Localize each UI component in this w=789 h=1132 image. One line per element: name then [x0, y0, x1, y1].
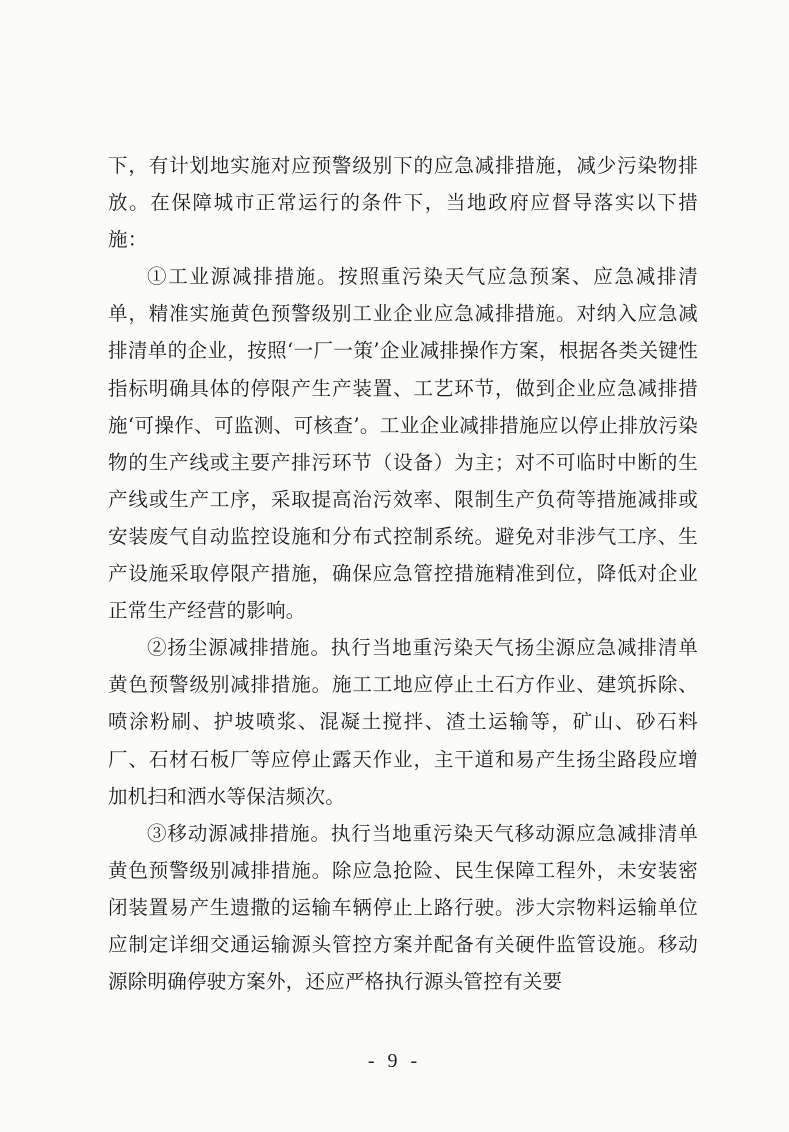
paragraph-industrial-source: ①工业源减排措施。按照重污染天气应急预案、应急减排清单，精准实施黄色预警级别工业企业应急减排措施。对纳入应急减排清单的企业，按照‘一厂一策’企业减排操作方案，根据各类关键性指标明确具体的停限产生产装置、工艺环节，做到企业应急减排措施‘可操作、可监测、可核查’。工业企业减排措施应以停止排放污染物的生产线或主要产排污环节（设备）为主；对不可临时中断的生产线或生产工序，采取提高治污效率、限制生产负荷等措施减排或安装废气自动监控设施和分布式控制系统。避免对非涉气工序、生产设施采取停限产措施，确保应急管控措施精准到位，降低对企业正常生产经营的影响。 — [108, 265, 698, 623]
paragraph-continuation: 下，有计划地实施对应预警级别下的应急减排措施，减少污染物排放。在保障城市正常运行的条件下，当地政府应督导落实以下措施： — [108, 154, 698, 252]
page-number: - 9 - — [367, 1050, 422, 1072]
paragraph-dust-source: ②扬尘源减排措施。执行当地重污染天气扬尘源应急减排清单黄色预警级别减排措施。施工工地应停止土石方作业、建筑拆除、喷涂粉刷、护坡喷浆、混凝土搅拌、渣土运输等，矿山、砂石料厂、石材石板厂等应停止露天作业，主干道和易产生扬尘路段应增加机扫和洒水等保洁频次。 — [108, 636, 698, 808]
body-text — [108, 147, 698, 1000]
paragraph-mobile-source: ③移动源减排措施。执行当地重污染天气移动源应急减排清单黄色预警级别减排措施。除应急抢险、民生保障工程外，未安装密闭装置易产生遗撒的运输车辆停止上路行驶。涉大宗物料运输单位应制定详细交通运输源头管控方案并配备有关硬件监管设施。移动源除明确停驶方案外，还应严格执行源头管控有关要 — [108, 821, 698, 994]
